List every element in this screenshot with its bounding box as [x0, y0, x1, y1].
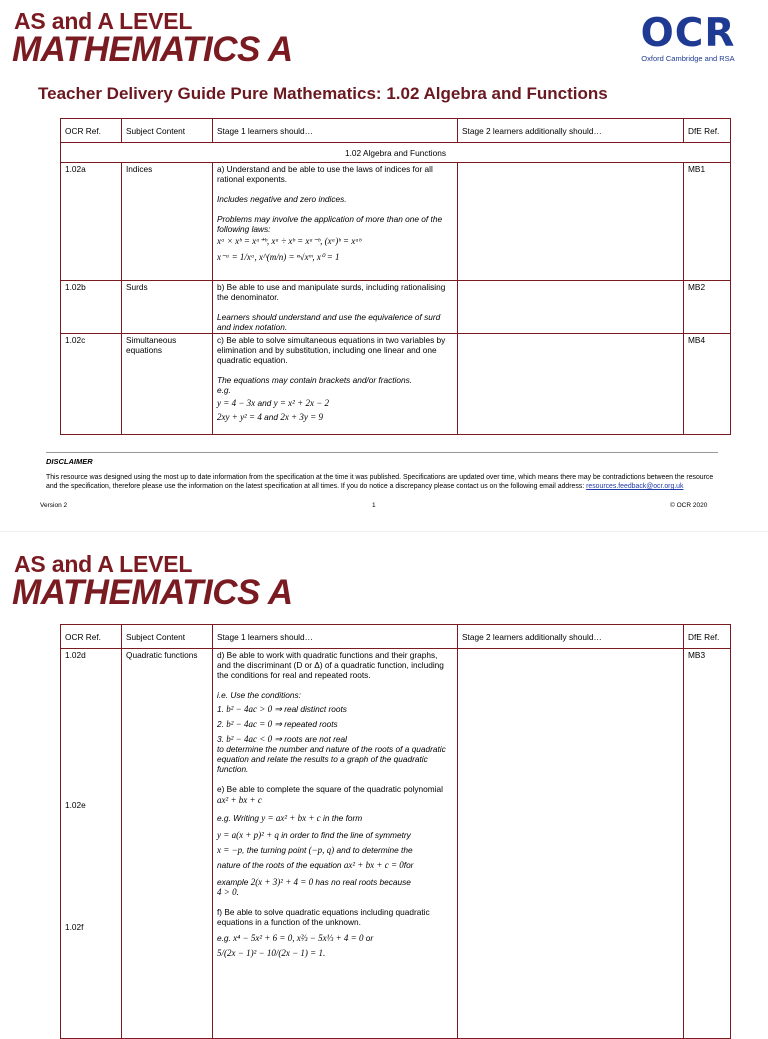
- stage1-note: i.e. Use the conditions:: [217, 690, 301, 700]
- footer-page-number: 1: [372, 502, 376, 509]
- subject-content: Indices: [122, 163, 213, 281]
- polynomial: ax² + bx + c: [217, 795, 262, 805]
- condition-line: 1. b² − 4ac > 0 ⇒ real distinct roots: [217, 704, 347, 714]
- document-title: Teacher Delivery Guide Pure Mathematics: 1.02 Algebra and Functions: [38, 84, 608, 103]
- col-header-dfe: DfE Ref.: [684, 625, 731, 649]
- equation: 2x + 3y = 9: [280, 412, 323, 422]
- stage1-note: e.g.: [217, 385, 231, 395]
- col-header-subject: Subject Content: [122, 625, 213, 649]
- ocr-ref: 1.02c: [61, 334, 122, 435]
- col-header-subject: Subject Content: [122, 119, 213, 143]
- subject-content: Surds: [122, 281, 213, 334]
- example-line: e.g. Writing y = ax² + bx + c in the form: [217, 813, 363, 823]
- footer-version: Version 2: [40, 502, 68, 509]
- brand-line-2: MATHEMATICS A: [12, 573, 293, 612]
- stage1-content: [213, 163, 458, 281]
- equation-pair: [217, 398, 453, 408]
- stage1-main: d) Be able to work with quadratic functions and their graphs, and the discriminant (D or Δ) of a quadratic function, including the conditions for real and repeated roots.: [217, 650, 444, 680]
- section-row: [61, 143, 731, 163]
- col-header-stage1: Stage 1 learners should…: [213, 119, 458, 143]
- stage2-content: [458, 281, 684, 334]
- equation: y = 4 − 3x: [217, 398, 256, 408]
- col-header-stage2: Stage 2 learners additionally should…: [458, 625, 684, 649]
- content-table-2: [60, 624, 731, 1039]
- equation-pair: [217, 412, 453, 422]
- col-header-ocr-ref: OCR Ref.: [61, 625, 122, 649]
- stage1-main: c) Be able to solve simultaneous equations in two variables by elimination and by substitution, including one linear and one quadratic equation.: [217, 335, 446, 365]
- brand-line-1: AS and A LEVEL: [14, 8, 193, 34]
- example-line: x = −p, the turning point (−p, q) and to determine the: [217, 845, 413, 855]
- stage1-content: [213, 281, 458, 334]
- stage1-main: b) Be able to use and manipulate surds, including rationalising the denominator.: [217, 282, 446, 302]
- col-header-ocr-ref: OCR Ref.: [61, 119, 122, 143]
- example-line: 4 > 0.: [217, 887, 239, 897]
- dfe-ref: MB1: [684, 163, 731, 281]
- dfe-ref: MB2: [684, 281, 731, 334]
- equation-and: and: [257, 398, 272, 408]
- section-heading: 1.02 Algebra and Functions: [61, 143, 731, 163]
- content-table-1: [60, 118, 731, 435]
- index-laws-formula: xᵃ × xᵇ = xᵃ⁺ᵇ, xᵃ ÷ xᵇ = xᵃ⁻ᵇ, (xᵃ)ᵇ = xᵃᵇ: [217, 236, 362, 246]
- stage1-note: to determine the number and nature of the roots of a quadratic equation and relate the results to a graph of the quadratic function.: [217, 744, 446, 774]
- stage2-content: [458, 163, 684, 281]
- condition-line: 3. b² − 4ac < 0 ⇒ roots are not real: [217, 734, 347, 744]
- equation: y = x² + 2x − 2: [273, 398, 330, 408]
- col-header-stage1: Stage 1 learners should…: [213, 625, 458, 649]
- ocr-ref: 1.02d: [65, 650, 86, 660]
- stage1-note: Learners should understand and use the equivalence of surd and index notation.: [217, 312, 441, 332]
- example-line: y = a(x + p)² + q in order to find the line of symmetry: [217, 830, 411, 840]
- ocr-ref-cell: [61, 649, 122, 1039]
- table-header-row: [61, 625, 731, 649]
- feedback-email-link[interactable]: resources.feedback@ocr.org.uk: [586, 483, 684, 490]
- table-row: [61, 649, 731, 1039]
- ocr-ref: 1.02f: [65, 922, 84, 932]
- brand-line-1: AS and A LEVEL: [14, 551, 193, 577]
- brand-line-2: MATHEMATICS A: [12, 30, 293, 69]
- ocr-logo-subtitle: Oxford Cambridge and RSA: [641, 54, 735, 63]
- example-line: nature of the roots of the equation ax² + bx + c = 0for: [217, 860, 414, 870]
- col-header-stage2: Stage 2 learners additionally should…: [458, 119, 684, 143]
- dfe-ref: MB4: [684, 334, 731, 435]
- ocr-ref: 1.02e: [65, 800, 86, 810]
- disclaimer: [46, 452, 718, 492]
- stage1-main: e) Be able to complete the square of the quadratic polynomial: [217, 784, 443, 794]
- stage1-main: a) Understand and be able to use the laws of indices for all rational exponents.: [217, 164, 433, 184]
- dfe-ref: MB3: [684, 649, 731, 1039]
- table-header-row: [61, 119, 731, 143]
- stage2-content: [458, 649, 684, 1039]
- stage1-note: Problems may involve the application of more than one of the following laws:: [217, 214, 443, 234]
- disclaimer-heading: DISCLAIMER: [46, 457, 93, 466]
- stage1-note: Includes negative and zero indices.: [217, 194, 347, 204]
- ocr-ref: 1.02b: [61, 281, 122, 334]
- condition-line: 2. b² − 4ac = 0 ⇒ repeated roots: [217, 719, 338, 729]
- subject-content: Quadratic functions: [122, 649, 213, 1039]
- disclaimer-text: This resource was designed using the most up to date information from the specification at the time it was published. Specifications are updated over time, which means there may be contradictions between the resource and the specification, therefore please use the information on the latest specification at all times. If you do notice a discrepancy please contact us on the following email address:: [46, 473, 714, 490]
- page-divider: [0, 531, 768, 532]
- index-laws-formula: x⁻ᵃ = 1/xᵃ, x^(m/n) = ⁿ√xᵐ, x⁰ = 1: [217, 252, 340, 262]
- table-row: [61, 334, 731, 435]
- stage1-content: [213, 649, 458, 1039]
- table-row: [61, 163, 731, 281]
- stage2-content: [458, 334, 684, 435]
- equation: 2xy + y² = 4: [217, 412, 262, 422]
- ocr-logo: [630, 11, 746, 63]
- ocr-logo-text: OCR: [640, 11, 736, 56]
- stage1-note: The equations may contain brackets and/or fractions.: [217, 375, 413, 385]
- table-row: [61, 281, 731, 334]
- example-line: example 2(x + 3)² + 4 = 0 has no real roots because: [217, 877, 411, 887]
- example-line: 5/(2x − 1)² − 10/(2x − 1) = 1.: [217, 948, 326, 958]
- col-header-dfe: DfE Ref.: [684, 119, 731, 143]
- example-line: e.g. x⁴ − 5x² + 6 = 0, x⅔ − 5x⅓ + 4 = 0 or: [217, 933, 374, 943]
- ocr-ref: 1.02a: [61, 163, 122, 281]
- subject-content: Simultaneous equations: [122, 334, 213, 435]
- stage1-content: [213, 334, 458, 435]
- footer-copyright: © OCR 2020: [670, 502, 708, 509]
- equation-and: and: [264, 412, 278, 422]
- stage1-main: f) Be able to solve quadratic equations including quadratic equations in a function of the unknown.: [217, 907, 430, 927]
